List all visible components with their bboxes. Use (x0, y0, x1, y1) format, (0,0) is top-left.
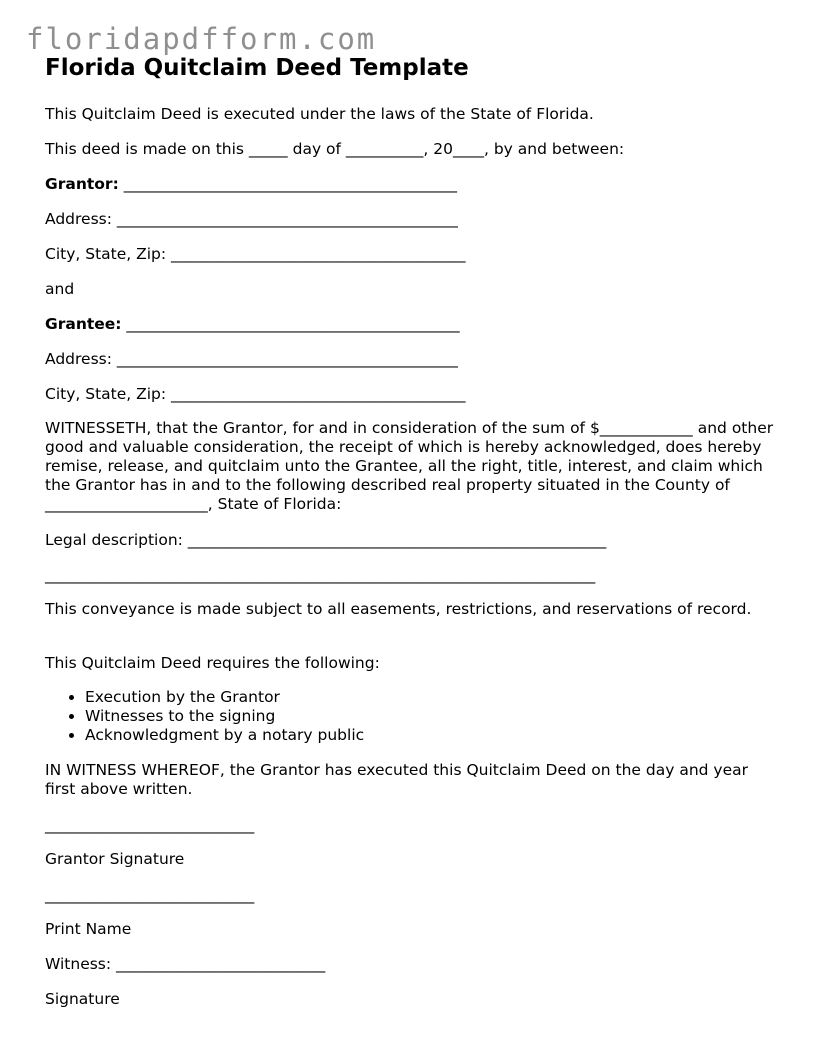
list-item: • Execution by the Grantor (85, 688, 364, 707)
date-line: This deed is made on this _____ day of __________, 20____, by and between: (45, 140, 625, 158)
grantor-blank: ___________________________________________ (118, 175, 457, 193)
signature-label: Signature (45, 990, 120, 1008)
witnesseth-paragraph: WITNESSETH, that the Grantor, for and in consideration of the sum of $____________ and other good and valuable consideration, the receipt of which is hereby acknowledged, does hereby remise, release, and quitclaim unto the Grantee, all the right, title, interest, and claim which the Grantor has in and to the following described real property situated in the County of _____________________, State of Florida: (45, 419, 774, 513)
grantor-label: Grantor: (45, 175, 119, 193)
grantor-city-state-zip-line: City, State, Zip: ______________________________________ (45, 245, 466, 263)
and-text: and (45, 280, 75, 298)
grantee-line (45, 315, 460, 334)
conveyance-paragraph: This conveyance is made subject to all easements, restrictions, and reservations of record. (45, 600, 752, 618)
grantor-address-line: Address: ____________________________________________ (45, 210, 458, 228)
grantor-signature-label: Grantor Signature (45, 850, 185, 868)
grantee-city-state-zip-line: City, State, Zip: ______________________________________ (45, 385, 466, 403)
legal-description-blank: _______________________________________________________________________ (45, 566, 596, 584)
requirements-intro: This Quitclaim Deed requires the following: (45, 654, 380, 672)
document-title: Florida Quitclaim Deed Template (45, 55, 469, 81)
list-item: • Acknowledgment by a notary public (85, 726, 364, 745)
watermark: floridapdfform.com (26, 22, 377, 56)
print-name-blank: ___________________________ (45, 886, 255, 904)
list-item: • Witnesses to the signing (85, 707, 364, 726)
grantee-label: Grantee: (45, 315, 122, 333)
in-witness-paragraph: IN WITNESS WHEREOF, the Grantor has executed this Quitclaim Deed on the day and year first above written. (45, 761, 748, 798)
requirements-list (45, 688, 364, 745)
witness-line: Witness: ___________________________ (45, 955, 326, 973)
grantor-line (45, 175, 457, 194)
grantee-blank: ___________________________________________ (121, 315, 460, 333)
print-name-label: Print Name (45, 920, 132, 938)
grantor-signature-blank: ___________________________ (45, 816, 255, 834)
intro-text: This Quitclaim Deed is executed under the laws of the State of Florida. (45, 105, 594, 123)
legal-description-line: Legal description: ______________________________________________________ (45, 531, 607, 549)
grantee-address-line: Address: ____________________________________________ (45, 350, 458, 368)
